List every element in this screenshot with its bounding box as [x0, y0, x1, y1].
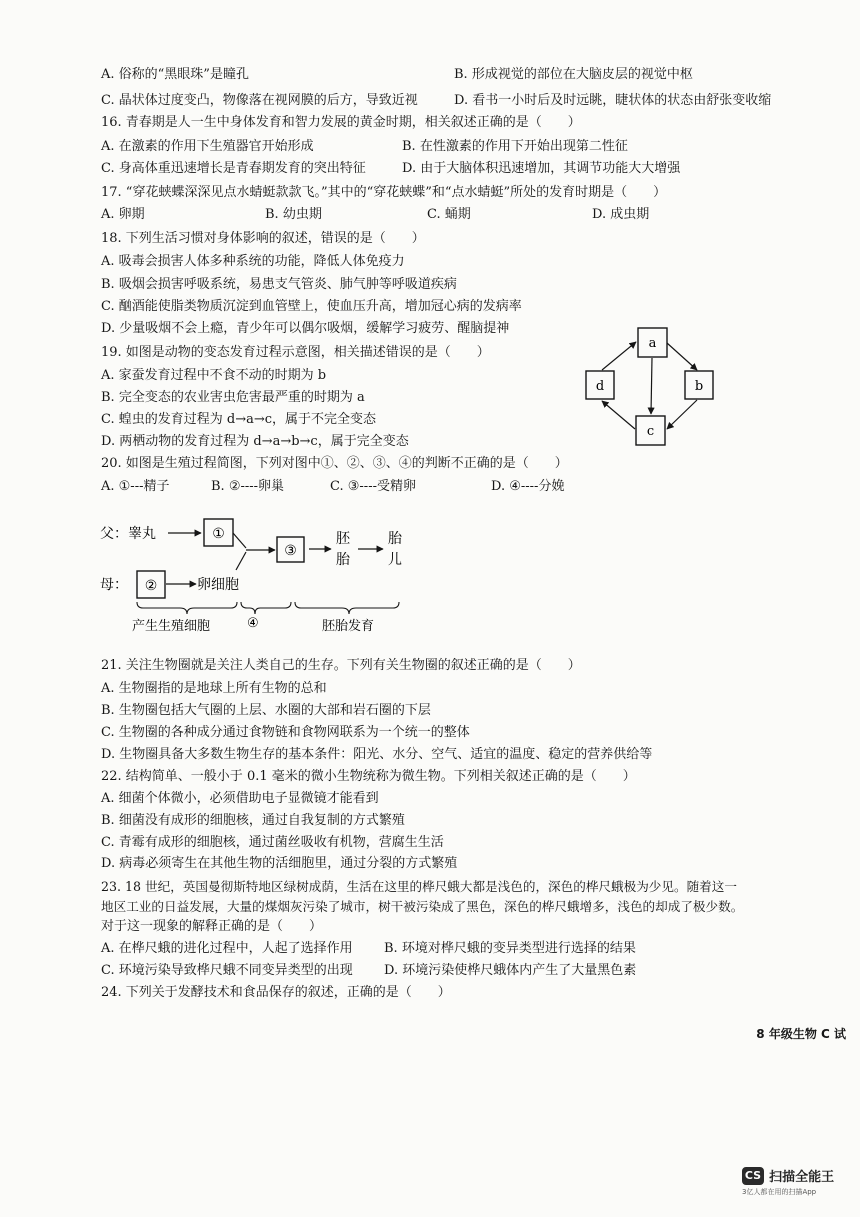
- cycle-node-d: [586, 371, 614, 399]
- q23-option-b: B. 环境对桦尺蛾的变异类型进行选择的结果: [384, 941, 636, 956]
- q19-option-d: D. 两栖动物的发育过程为 d→a→b→c，属于完全变态: [101, 434, 409, 449]
- embryo-char-2: 胎: [336, 552, 350, 568]
- q18-stem: 18. 下列生活习惯对身体影响的叙述，错误的是（ ）: [101, 231, 425, 246]
- scanner-tagline: 3亿人都在用的扫描App: [742, 1188, 817, 1196]
- q20-option-b: B. ②----卵巢: [211, 479, 285, 494]
- node-4-label: ④: [247, 616, 259, 631]
- q17-option-a: A. 卵期: [101, 207, 145, 222]
- q18-option-c: C. 酗酒能使脂类物质沉淀到血管壁上，使血压升高，增加冠心病的发病率: [101, 299, 522, 314]
- brace-embryo-dev: [295, 602, 399, 614]
- embryo-char-1: 胚: [336, 531, 350, 547]
- line-egg-to-merge: [236, 552, 246, 570]
- cycle-node-a: [638, 328, 667, 357]
- egg-label: 卵细胞: [197, 577, 239, 593]
- q19-option-b: B. 完全变态的农业害虫危害最严重的时期为 a: [101, 390, 365, 405]
- q21-option-d: D. 生物圈具备大多数生物生存的基本条件：阳光、水分、空气、适宜的温度、稳定的营养供给等: [101, 747, 653, 762]
- cycle-node-c: [636, 416, 665, 445]
- q21-option-c: C. 生物圈的各种成分通过食物链和食物网联系为一个统一的整体: [101, 725, 470, 740]
- q22-stem: 22. 结构简单、一般小于 0.1 毫米的微小生物统称为微生物。下列相关叙述正确的是（ ）: [101, 769, 636, 784]
- q19-option-c: C. 蝗虫的发育过程为 d→a→c，属于不完全变态: [101, 412, 377, 427]
- q23-line-1: 23. 18 世纪，英国曼彻斯特地区绿树成荫，生活在这里的桦尺蛾大都是浅色的，深色的桦尺蛾极为少见。随着这一: [101, 879, 737, 894]
- cycle-label-d: d: [595, 379, 605, 394]
- fetus-char-1: 胎: [388, 531, 402, 547]
- q22-option-b: B. 细菌没有成形的细胞核，通过自我复制的方式繁殖: [101, 813, 405, 828]
- node-3: [277, 537, 304, 562]
- q17-option-c: C. 蛹期: [427, 207, 471, 222]
- q23-option-d: D. 环境污染使桦尺蛾体内产生了大量黑色素: [384, 963, 637, 978]
- q15-option-d: D. 看书一小时后及时远眺，睫状体的状态由舒张变收缩: [454, 93, 772, 108]
- line-1-to-merge: [233, 533, 246, 548]
- q19-stem: 19. 如图是动物的变态发育过程示意图，相关描述错误的是（ ）: [101, 345, 490, 360]
- brace-germ-cells: [137, 602, 237, 614]
- page-footer: 8 年级生物 C 试: [756, 1027, 846, 1041]
- q21-option-a: A. 生物圈指的是地球上所有生物的总和: [101, 681, 327, 696]
- node-3-label: ③: [284, 543, 297, 559]
- q18-option-b: B. 吸烟会损害呼吸系统，易患支气管炎、肺气肿等呼吸道疾病: [101, 277, 457, 292]
- scanner-logo-icon: CS: [742, 1167, 764, 1185]
- reproduction-process-diagram: [100, 508, 420, 633]
- q24-stem: 24. 下列关于发酵技术和食品保存的叙述，正确的是（ ）: [101, 985, 451, 1000]
- q17-stem: 17. “穿花蛱蝶深深见点水蜻蜓款款飞。”其中的“穿花蛱蝶”和“点水蜻蜓”所处的发育时期是（ ）: [101, 185, 667, 200]
- label-germ-cells: 产生生殖细胞: [132, 619, 211, 633]
- node-1-label: ①: [212, 526, 225, 542]
- q23-option-a: A. 在桦尺蛾的进化过程中，人起了选择作用: [101, 941, 353, 956]
- q16-option-c: C. 身高体重迅速增长是青春期发育的突出特征: [101, 161, 366, 176]
- scanner-watermark: [742, 1165, 852, 1197]
- q20-option-a: A. ①---精子: [101, 479, 170, 494]
- fetus-char-2: 儿: [388, 552, 402, 568]
- cycle-label-c: c: [646, 424, 655, 439]
- arrow-b-to-c: [667, 400, 697, 429]
- q22-option-c: C. 青霉有成形的细胞核，通过菌丝吸收有机物，营腐生生活: [101, 835, 444, 850]
- q18-option-d: D. 少量吸烟不会上瘾，青少年可以偶尔吸烟，缓解学习疲劳、醒脑提神: [101, 321, 510, 336]
- q16-option-b: B. 在性激素的作用下开始出现第二性征: [402, 139, 628, 154]
- q15-option-c: C. 晶状体过度变凸，物像落在视网膜的后方，导致近视: [101, 93, 418, 108]
- q15-option-b: B. 形成视觉的部位在大脑皮层的视觉中枢: [454, 67, 693, 82]
- brace-fertilization: [241, 602, 291, 614]
- q16-option-a: A. 在激素的作用下生殖器官开始形成: [101, 139, 314, 154]
- q15-option-a: A. 俗称的“黑眼珠”是瞳孔: [101, 67, 249, 82]
- q20-option-d: D. ④----分娩: [491, 479, 565, 494]
- q18-option-a: A. 吸毒会损害人体多种系统的功能，降低人体免疫力: [101, 254, 405, 269]
- node-2-label: ②: [144, 578, 158, 594]
- cycle-node-b: [685, 371, 713, 399]
- arrow-a-to-b: [667, 343, 697, 370]
- q22-option-a: A. 细菌个体微小，必须借助电子显微镜才能看到: [101, 791, 379, 806]
- arrow-c-to-d: [602, 401, 635, 429]
- mother-label: 母：: [100, 577, 128, 593]
- q23-line-3: 对于这一现象的解释正确的是（ ）: [101, 919, 323, 934]
- father-label: 父：睾丸: [100, 526, 156, 542]
- q21-option-b: B. 生物圈包括大气圈的上层、水圈的大部和岩石圈的下层: [101, 703, 431, 718]
- scanner-app-name: 扫描全能王: [769, 1170, 835, 1185]
- q21-stem: 21. 关注生物圈就是关注人类自己的生存。下列有关生物圈的叙述正确的是（ ）: [101, 658, 581, 673]
- node-2: [137, 571, 165, 598]
- q20-option-c: C. ③----受精卵: [330, 479, 416, 494]
- label-embryo-dev: 胚胎发育: [322, 619, 375, 633]
- q17-option-d: D. 成虫期: [592, 207, 650, 222]
- q17-option-b: B. 幼虫期: [265, 207, 322, 222]
- arrow-a-to-c: [651, 358, 652, 414]
- q23-line-2: 地区工业的日益发展，大量的煤烟灰污染了城市，树干被污染成了黑色，深色的桦尺蛾增多，浅色的却成了极少数。: [101, 899, 744, 914]
- q16-stem: 16. 青春期是人一生中身体发育和智力发展的黄金时期，相关叙述正确的是（ ）: [101, 115, 581, 130]
- cycle-label-a: a: [648, 336, 657, 351]
- q20-stem: 20. 如图是生殖过程简图，下列对图中①、②、③、④的判断不正确的是（ ）: [101, 456, 568, 471]
- q23-option-c: C. 环境污染导致桦尺蛾不同变异类型的出现: [101, 963, 353, 978]
- q22-option-d: D. 病毒必须寄生在其他生物的活细胞里，通过分裂的方式繁殖: [101, 856, 458, 871]
- q19-option-a: A. 家蚕发育过程中不食不动的时期为 b: [101, 368, 327, 383]
- q16-option-d: D. 由于大脑体积迅速增加，其调节功能大大增强: [402, 161, 681, 176]
- cycle-label-b: b: [694, 379, 704, 394]
- metamorphosis-cycle-diagram: [580, 325, 720, 450]
- node-1: [204, 519, 233, 546]
- arrow-d-to-a: [602, 342, 636, 370]
